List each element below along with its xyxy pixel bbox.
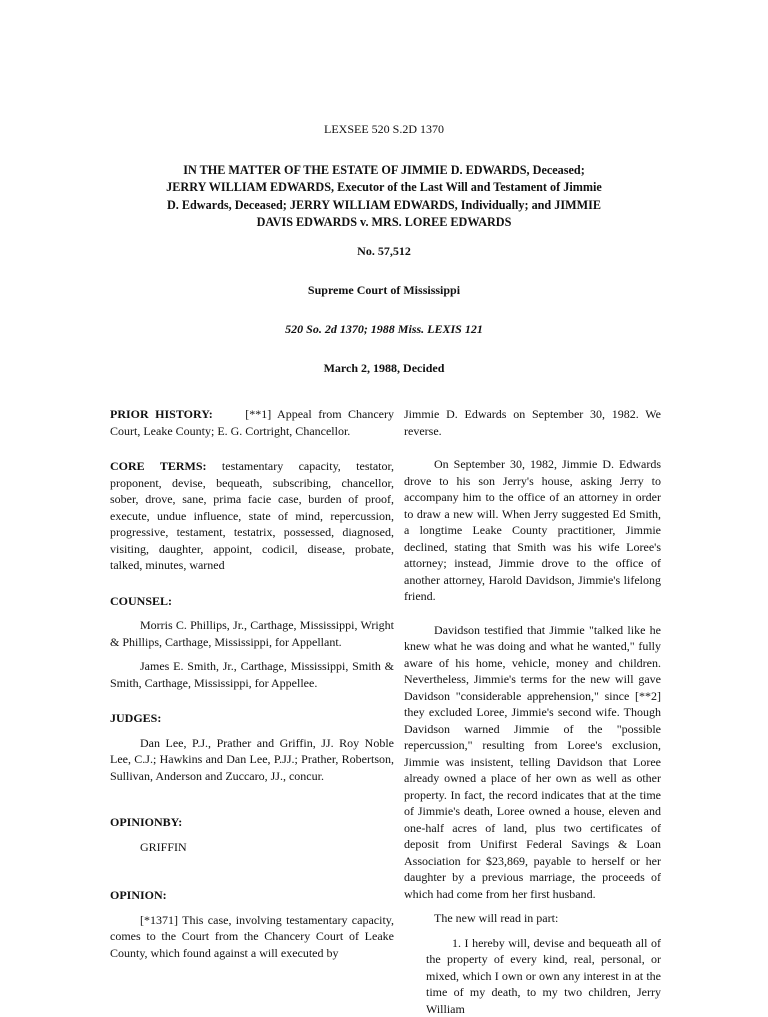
core-terms-label: CORE TERMS: xyxy=(110,459,207,473)
reporter-citation: 520 So. 2d 1370; 1988 Miss. LEXIS 121 xyxy=(0,322,768,337)
prior-history-section xyxy=(110,406,394,439)
left-column xyxy=(110,406,394,961)
paragraph: Jimmie D. Edwards on September 30, 1982. We reverse. xyxy=(404,406,661,439)
caption-line: D. Edwards, Deceased; JERRY WILLIAM EDWARDS, Individually; and JIMMIE xyxy=(148,197,620,214)
opinion-text: [*1371] This case, involving testamentary capacity, comes to the Court from the Chancery Court of Leake County, which found against a will executed by xyxy=(110,912,394,962)
caption-line: DAVIS EDWARDS v. MRS. LOREE EDWARDS xyxy=(148,214,620,231)
counsel-appellant: Morris C. Phillips, Jr., Carthage, Mississippi, Wright & Phillips, Carthage, Mississippi, for Appellant. xyxy=(110,617,394,650)
will-quote xyxy=(404,935,661,1017)
counsel-appellee: James E. Smith, Jr., Carthage, Mississippi, Smith & Smith, Carthage, Mississippi, for Appellee. xyxy=(110,658,394,691)
caption-line: JERRY WILLIAM EDWARDS, Executor of the Last Will and Testament of Jimmie xyxy=(148,179,620,196)
judges-label: JUDGES: xyxy=(110,710,394,727)
caption-line: IN THE MATTER OF THE ESTATE OF JIMMIE D. EDWARDS, Deceased; xyxy=(148,162,620,179)
opinion-label: OPINION: xyxy=(110,887,394,904)
counsel-section xyxy=(110,593,394,692)
opinionby-section xyxy=(110,814,394,855)
judges-section xyxy=(110,710,394,784)
paragraph: Davidson testified that Jimmie "talked like he knew what he was doing and what he wanted," fully aware of his home, vehicle, money and children. Nevertheless, Jimmie's terms for the new will gave Davidson "considerable apprehension," since [**2] they excluded Loree, Jimmie's second wife. Though Davidson warned Jimmie of the "possible repercussion," resulting from Loree's exclusion, Jimmie was insistent, telling Davidson that Loree already owned a place of her own as well as other property. In fact, the record indicates that at the time of Jimmie's death, Loree owned a house, eleven and one-half acres of land, plus two certificates of deposit from Unifirst Federal Savings & Loan Association for $23,869, payable to herself or her daughter by a previous marriage, the proceeds of which had come from her first husband. xyxy=(404,622,661,903)
right-column xyxy=(404,406,661,1017)
core-terms-section xyxy=(110,458,394,574)
paragraph: The new will read in part: xyxy=(404,910,661,927)
decision-date: March 2, 1988, Decided xyxy=(0,361,768,376)
opinionby-text: GRIFFIN xyxy=(110,839,394,856)
counsel-label: COUNSEL: xyxy=(110,593,394,610)
core-terms-text: testamentary capacity, testator, proponent, devise, bequeath, subscribing, chancellor, sober, drove, sane, prima facie case, burden of proof, execute, undue influence, state of mind, repercussion, progressive, testament, testatrix, possessed, diagnosed, visiting, daughter, appoint, codicil, disease, probate, talked, minutes, warned xyxy=(110,459,394,572)
prior-history-text: [**1] Appeal from Chancery Court, Leake County; E. G. Cortright, Chancellor. xyxy=(110,407,394,438)
judges-text: Dan Lee, P.J., Prather and Griffin, JJ. Roy Noble Lee, C.J.; Hawkins and Dan Lee, P.JJ.; Prather, Robertson, Sullivan, Anderson and Zuccaro, JJ., concur. xyxy=(110,735,394,785)
lexsee-citation: LEXSEE 520 S.2D 1370 xyxy=(0,122,768,137)
opinionby-label: OPINIONBY: xyxy=(110,814,394,831)
case-caption xyxy=(148,162,620,232)
paragraph: On September 30, 1982, Jimmie D. Edwards drove to his son Jerry's house, asking Jerry to accompany him to the office of an attorney in order to draw a new will. When Jerry suggested Ed Smith, a longtime Leake County practitioner, Jimmie declined, stating that Smith was his wife Loree's attorney; instead, Jimmie drove to the office of another attorney, Harold Davidson, Jimmie's lifelong friend. xyxy=(404,456,661,605)
docket-number: No. 57,512 xyxy=(0,244,768,259)
prior-history-label: PRIOR HISTORY: xyxy=(110,407,213,421)
opinion-section xyxy=(110,887,394,961)
court-name: Supreme Court of Mississippi xyxy=(0,283,768,298)
will-quote-text: 1. I hereby will, devise and bequeath all of the property of every kind, real, personal, or mixed, which I own or own any interest in at the time of my death, to my two children, Jerry William xyxy=(426,935,661,1017)
